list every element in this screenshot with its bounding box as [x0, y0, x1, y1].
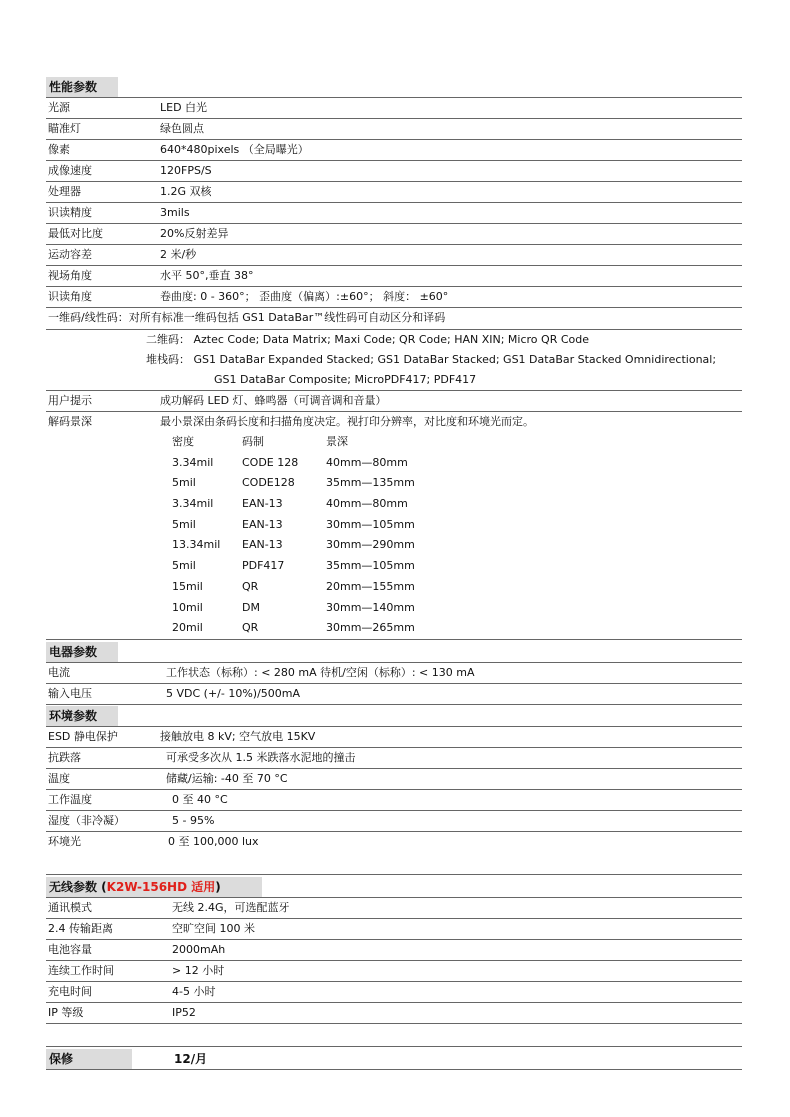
temp-value: 储藏/运输: -40 至 70 °C: [166, 772, 288, 785]
warranty-key: 保修: [46, 1049, 132, 1069]
drop-key: 抗跌落: [48, 751, 81, 764]
performance-row-value: 120FPS/S: [160, 164, 212, 177]
depth-density: 15mil: [172, 579, 203, 593]
depth-range: 40mm—80mm: [326, 497, 408, 511]
environment-row: [46, 811, 742, 832]
electrical-title: 电器参数: [46, 642, 118, 662]
warranty-section: [46, 1049, 742, 1070]
environment-row: [46, 790, 742, 811]
wireless-row: [46, 1003, 742, 1024]
stacked-line-2: GS1 DataBar Composite; MicroPDF417; PDF417: [214, 373, 477, 386]
wireless-title-prefix: 无线参数 (: [49, 880, 107, 894]
performance-row-value: 水平 50°,垂直 38°: [160, 269, 254, 282]
depth-density: 5mil: [172, 559, 196, 573]
performance-title: 性能参数: [46, 77, 118, 97]
depth-symbology: EAN-13: [242, 538, 283, 552]
performance-row-key: 视场角度: [48, 269, 92, 282]
performance-row: [46, 119, 742, 140]
wireless-row: [46, 898, 742, 919]
wireless-title: [46, 877, 262, 897]
depth-table-row: [46, 598, 742, 619]
electrical-row: [46, 663, 742, 684]
depth-symbology: QR: [242, 579, 259, 593]
user-hint-value: 成功解码 LED 灯、蜂鸣器（可调音调和音量）: [160, 394, 387, 407]
depth-key: 解码景深: [48, 415, 92, 428]
performance-row-key: 运动容差: [48, 248, 92, 261]
warranty-header: [46, 1049, 742, 1070]
range-key: 2.4 传输距离: [48, 922, 113, 935]
battery-key: 电池容量: [48, 943, 92, 956]
current-key: 电流: [48, 666, 70, 679]
performance-section: [46, 77, 742, 640]
performance-row-value: 绿色圆点: [160, 122, 204, 135]
depth-desc: 最小景深由条码长度和扫描角度决定。视打印分辨率，对比度和环境光而定。: [160, 415, 534, 428]
performance-row-value: LED 白光: [160, 101, 208, 114]
depth-table-row: [46, 618, 742, 639]
depth-table-row: [46, 577, 742, 598]
depth-symbology: QR: [242, 621, 259, 635]
qr-row: [46, 330, 742, 350]
performance-row-key: 成像速度: [48, 164, 92, 177]
environment-row: [46, 832, 742, 852]
depth-header-density: 密度: [172, 435, 194, 448]
depth-range: 35mm—135mm: [326, 476, 415, 490]
depth-density: 20mil: [172, 621, 203, 635]
esd-value: 接触放电 8 kV; 空气放电 15KV: [160, 730, 316, 743]
stacked-line-1: 堆栈码： GS1 DataBar Expanded Stacked; GS1 DataBar Stacked; GS1 DataBar Stacked Omnidirectional;: [146, 353, 717, 366]
depth-symbology: EAN-13: [242, 517, 283, 531]
depth-symbology: EAN-13: [242, 497, 283, 511]
voltage-value: 5 VDC (+/- 10%)/500mA: [166, 687, 301, 700]
current-value: 工作状态（标称）: < 280 mA 待机/空闲（标称）: < 130 mA: [166, 666, 475, 679]
depth-range: 40mm—80mm: [326, 455, 408, 469]
charge-key: 充电时间: [48, 985, 92, 998]
section-divider: [46, 1046, 742, 1047]
depth-range: 30mm—290mm: [326, 538, 415, 552]
performance-row-value: 3mils: [160, 206, 190, 219]
depth-symbology: DM: [242, 600, 260, 614]
comm-key: 通讯模式: [48, 901, 92, 914]
stacked-row-1: [46, 350, 742, 370]
performance-row-key: 识读精度: [48, 206, 92, 219]
depth-symbology: PDF417: [242, 559, 285, 573]
performance-row-key: 识读角度: [48, 290, 92, 303]
depth-density: 13.34mil: [172, 538, 221, 552]
depth-density: 10mil: [172, 600, 203, 614]
esd-key: ESD 静电保护: [48, 730, 118, 743]
depth-table-row: [46, 556, 742, 577]
environment-row: [46, 727, 742, 748]
depth-density: 3.34mil: [172, 497, 214, 511]
depth-density: 3.34mil: [172, 455, 214, 469]
performance-row-value: 2 米/秒: [160, 248, 197, 261]
section-divider: [46, 874, 742, 875]
electrical-section: [46, 642, 742, 705]
work-time-value: > 12 小时: [172, 964, 225, 977]
user-hint-key: 用户提示: [48, 394, 92, 407]
warranty-value: 12/月: [174, 1052, 208, 1066]
op-temp-value: 0 至 40 °C: [172, 793, 228, 806]
performance-row: [46, 245, 742, 266]
environment-header: [46, 706, 742, 727]
performance-row-key: 最低对比度: [48, 227, 103, 240]
ambient-value: 0 至 100,000 lux: [168, 835, 259, 848]
performance-row: [46, 287, 742, 308]
performance-row-value: 640*480pixels （全局曝光）: [160, 143, 309, 156]
battery-value: 2000mAh: [172, 943, 226, 956]
depth-table-row: [46, 494, 742, 515]
wireless-row: [46, 940, 742, 961]
humidity-value: 5 - 95%: [172, 814, 215, 827]
environment-row: [46, 748, 742, 769]
stacked-row-2: [46, 370, 742, 391]
work-time-key: 连续工作时间: [48, 964, 114, 977]
user-hint-row: [46, 391, 742, 412]
wireless-row: [46, 961, 742, 982]
voltage-key: 输入电压: [48, 687, 92, 700]
performance-row: [46, 161, 742, 182]
performance-row: [46, 224, 742, 245]
wireless-row: [46, 982, 742, 1003]
depth-range: 20mm—155mm: [326, 579, 415, 593]
depth-range: 30mm—140mm: [326, 600, 415, 614]
environment-row: [46, 769, 742, 790]
op-temp-key: 工作温度: [48, 793, 92, 806]
performance-row-key: 像素: [48, 143, 70, 156]
charge-value: 4-5 小时: [172, 985, 216, 998]
performance-row: [46, 140, 742, 161]
depth-symbology: CODE128: [242, 476, 295, 490]
performance-row: [46, 266, 742, 287]
depth-header-symbology: 码制: [242, 435, 264, 448]
comm-value: 无线 2.4G，可选配蓝牙: [172, 901, 290, 914]
depth-table-row: [46, 535, 742, 556]
wireless-title-suffix: ): [215, 880, 221, 894]
depth-table-row: [46, 473, 742, 494]
performance-row-key: 瞄准灯: [48, 122, 81, 135]
performance-row: [46, 203, 742, 224]
wireless-header: [46, 877, 742, 898]
depth-table-row: [46, 453, 742, 474]
temp-key: 温度: [48, 772, 70, 785]
wireless-row: [46, 919, 742, 940]
ambient-key: 环境光: [48, 835, 81, 848]
performance-row-value: 20%反射差异: [160, 227, 229, 240]
depth-range: 30mm—265mm: [326, 621, 415, 635]
depth-density: 5mil: [172, 476, 196, 490]
ip-key: IP 等级: [48, 1006, 84, 1019]
qr-line: 二维码： Aztec Code; Data Matrix; Maxi Code; QR Code; HAN XIN; Micro QR Code: [146, 333, 589, 346]
humidity-key: 湿度（非冷凝）: [48, 814, 125, 827]
electrical-row: [46, 684, 742, 705]
depth-density: 5mil: [172, 517, 196, 531]
electrical-header: [46, 642, 742, 663]
performance-row-value: 卷曲度: 0 - 360°； 歪曲度（偏离）:±60°； 斜度： ±60°: [160, 290, 449, 303]
depth-row: [46, 412, 742, 432]
performance-row: [46, 98, 742, 119]
performance-row-key: 处理器: [48, 185, 81, 198]
depth-header-row: [46, 432, 742, 453]
wireless-section: [46, 877, 742, 1024]
performance-row: [46, 182, 742, 203]
performance-row-value: 1.2G 双核: [160, 185, 212, 198]
barcode-line: 一维码/线性码：对所有标准一维码包括 GS1 DataBar™线性码可自动区分和译码: [48, 311, 446, 324]
depth-header-range: 景深: [326, 435, 348, 448]
environment-section: [46, 706, 742, 852]
depth-range: 35mm—105mm: [326, 559, 415, 573]
performance-header: [46, 77, 742, 98]
environment-title: 环境参数: [46, 706, 118, 726]
drop-value: 可承受多次从 1.5 米跌落水泥地的撞击: [166, 751, 356, 764]
depth-symbology: CODE 128: [242, 455, 299, 469]
range-value: 空旷空间 100 米: [172, 922, 255, 935]
barcode-row: [46, 308, 742, 330]
ip-value: IP52: [172, 1006, 196, 1019]
wireless-model: K2W-156HD 适用: [106, 880, 216, 894]
depth-range: 30mm—105mm: [326, 517, 415, 531]
performance-row-key: 光源: [48, 101, 70, 114]
depth-table-row: [46, 515, 742, 536]
